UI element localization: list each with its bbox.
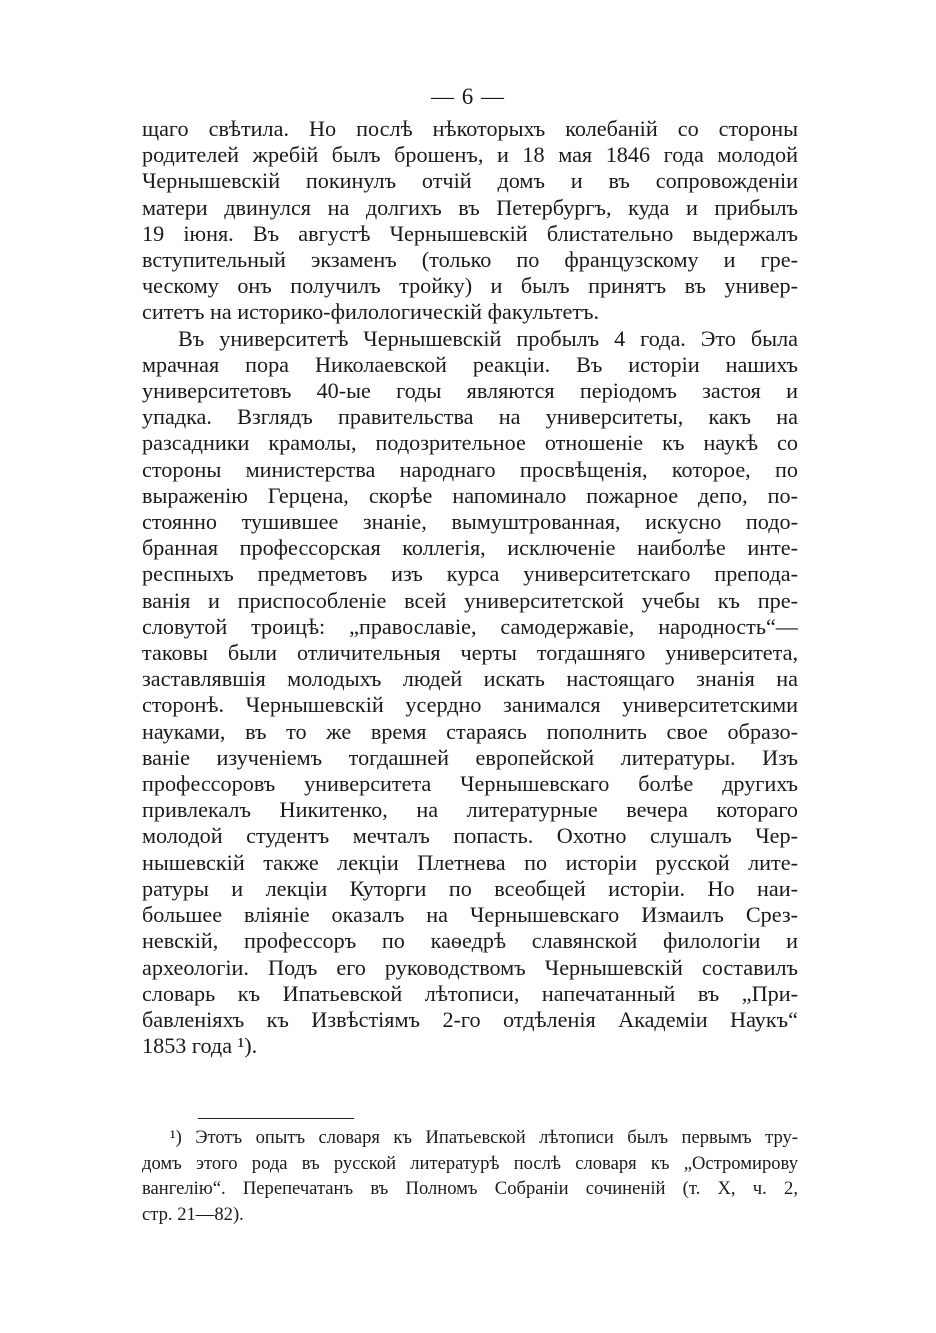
footnote-line: вангелію“. Перепечатанъ въ Полномъ Собраніи сочиненій (т. X, ч. 2, — [142, 1178, 798, 1199]
text-line: сторонѣ. Чернышевскій усердно занимался университетскими — [142, 692, 798, 718]
text-line: Чернышевскій покинулъ отчій домъ и въ сопровожденіи — [142, 168, 798, 194]
text-line: упадка. Взглядъ правительства на университеты, какъ на — [142, 404, 798, 430]
text-line: науками, въ то же время стараясь пополнить свое образо- — [142, 718, 798, 744]
text-line: ратуры и лекціи Куторги по всеобщей исторіи. Но наи- — [142, 875, 798, 901]
text-line: университетовъ 40-ые годы являются періодомъ застоя и — [142, 378, 798, 404]
text-line: вступительный экзаменъ (только по французскому и гре- — [142, 247, 798, 273]
page-number: — 6 — — [431, 84, 505, 109]
text-line: разсадники крамолы, подозрительное отношеніе къ наукѣ со — [142, 430, 798, 456]
text-line: большее вліяніе оказалъ на Чернышевскаго Измаилъ Срез- — [142, 902, 798, 928]
text-line: ситетъ на историко-филологическій факультетъ. — [142, 299, 600, 325]
text-line: стороны министерства народнаго просвѣщенія, которое, по — [142, 456, 798, 482]
text-line: словутой троицѣ: „православіе, самодержавіе, народность“— — [142, 613, 798, 639]
footnote-line: ¹) Этотъ опытъ словаря къ Ипатьевской лѣтописи былъ первымъ тру- — [170, 1127, 798, 1148]
footnote-divider — [198, 1118, 354, 1119]
text-line: бранная профессорская коллегія, исключеніе наиболѣе инте- — [142, 535, 798, 561]
text-line: нышевскій также лекціи Плетнева по исторіи русской лите- — [142, 849, 798, 875]
text-line: ческому онъ получилъ тройку) и былъ принятъ въ универ- — [142, 273, 798, 299]
text-line: щаго свѣтила. Но послѣ нѣкоторыхъ колебаній со стороны — [142, 116, 798, 141]
text-line: Въ университетѣ Чернышевскій пробылъ 4 года. Это была — [178, 325, 798, 351]
text-line: привлекалъ Никитенко, на литературные вечера котораго — [142, 797, 798, 823]
text-line: невскій, профессоръ по каѳедрѣ славянской филологіи и — [142, 928, 798, 954]
text-line: мрачная пора Николаевской реакціи. Въ исторіи нашихъ — [142, 351, 798, 377]
footnote — [142, 1125, 798, 1227]
text-line: археологіи. Подъ его руководствомъ Чернышевскій составилъ — [142, 954, 798, 980]
main-text — [142, 116, 798, 1059]
text-line: 19 іюня. Въ августѣ Чернышевскій блистательно выдержалъ — [142, 220, 798, 246]
text-line: матери двинулся на долгихъ въ Петербургъ, куда и прибылъ — [142, 194, 798, 220]
text-line: бавленіяхъ къ Извѣстіямъ 2-го отдѣленія Академіи Наукъ“ — [142, 1006, 798, 1032]
footnote-line: домъ этого рода въ русской литературѣ послѣ словаря къ „Остромирову — [142, 1152, 798, 1174]
text-line: молодой студентъ мечталъ попасть. Охотно слушалъ Чер- — [142, 823, 798, 849]
text-line: профессоровъ университета Чернышевскаго болѣе другихъ — [142, 771, 798, 797]
text-line: стоянно тушившее знаніе, вымуштрованная, искусно подо- — [142, 509, 798, 535]
text-line: респныхъ предметовъ изъ курса университетскаго препода- — [142, 561, 798, 587]
text-line: таковы были отличительныя черты тогдашняго университета, — [142, 640, 798, 666]
text-line: ванія и приспособленіе всей университетской учебы къ пре- — [142, 587, 798, 613]
text-line: родителей жребій былъ брошенъ, и 18 мая 1846 года молодой — [142, 142, 798, 168]
text-line: выраженію Герцена, скорѣе напоминало пожарное депо, по- — [142, 482, 798, 508]
footnote-line: стр. 21—82). — [142, 1203, 244, 1225]
text-line: словарь къ Ипатьевской лѣтописи, напечатанный въ „При- — [142, 980, 798, 1006]
text-line: заставлявшія молодыхъ людей искать настоящаго знанія на — [142, 666, 798, 692]
text-line: 1853 года ¹). — [142, 1033, 258, 1059]
text-line: ваніе изученіемъ тогдашней европейской литературы. Изъ — [142, 744, 798, 770]
